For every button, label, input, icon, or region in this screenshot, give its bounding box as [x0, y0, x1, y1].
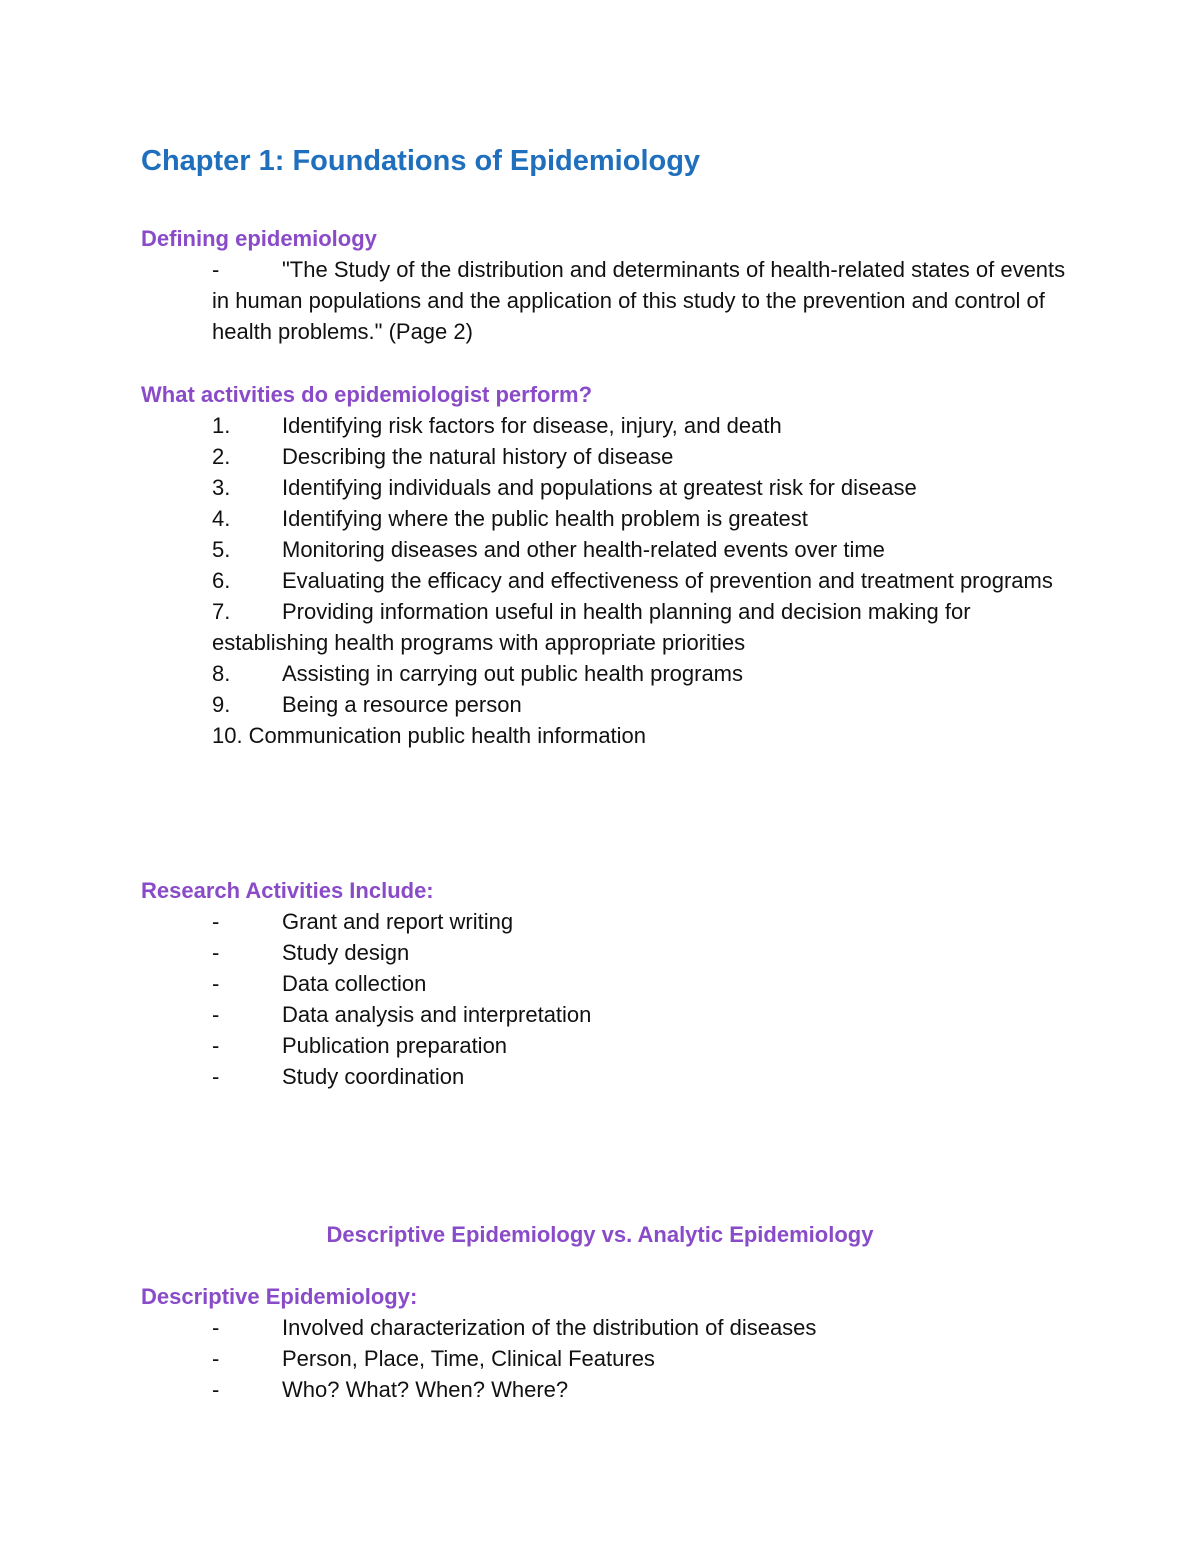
list-item: [212, 658, 1072, 689]
list-item: [212, 1312, 1072, 1343]
list-item: [212, 565, 1072, 596]
dash-marker: -: [212, 1064, 220, 1089]
list-item-text: Being a resource person: [282, 692, 522, 717]
list-item: [212, 503, 1072, 534]
list-item-text: Evaluating the efficacy and effectiveness of prevention and treatment programs: [282, 568, 1053, 593]
research-activities-list: [212, 906, 1072, 1092]
chapter-title: Chapter 1: Foundations of Epidemiology: [141, 145, 701, 177]
list-item-text: Monitoring diseases and other health-related events over time: [282, 537, 885, 562]
list-item: [212, 596, 1072, 658]
list-item: [212, 1030, 1072, 1061]
dash-marker: -: [212, 1002, 220, 1027]
list-item: [212, 1061, 1072, 1092]
list-item-text: Involved characterization of the distribution of diseases: [282, 1315, 817, 1340]
heading-activities: What activities do epidemiologist perform?: [141, 382, 593, 407]
list-item-text: Grant and report writing: [282, 909, 514, 934]
definition-item: [212, 254, 1072, 347]
heading-descriptive-epidemiology: Descriptive Epidemiology:: [141, 1284, 418, 1309]
list-item-text: Study coordination: [282, 1064, 465, 1089]
list-item: [212, 1343, 1072, 1374]
dash-marker: -: [212, 257, 220, 282]
number-marker: 1.: [212, 413, 231, 438]
definition-list: [212, 254, 1072, 347]
heading-defining-epidemiology: Defining epidemiology: [141, 226, 377, 251]
list-item-text: Person, Place, Time, Clinical Features: [282, 1346, 655, 1371]
dash-marker: -: [212, 971, 220, 996]
list-item-text: Assisting in carrying out public health programs: [282, 661, 744, 686]
list-item: [212, 1374, 1072, 1405]
list-item-text: Identifying individuals and populations at greatest risk for disease: [282, 475, 917, 500]
number-marker: 9.: [212, 692, 231, 717]
list-item-text: Data collection: [282, 971, 427, 996]
list-item: [212, 906, 1072, 937]
dash-marker: -: [212, 940, 220, 965]
list-item: [212, 689, 1072, 720]
list-item-text: Describing the natural history of disease: [282, 444, 674, 469]
list-item: [212, 720, 1072, 751]
number-marker: 3.: [212, 475, 231, 500]
list-item: [212, 472, 1072, 503]
list-item-text: Identifying where the public health problem is greatest: [282, 506, 808, 531]
list-item: [212, 999, 1072, 1030]
number-marker: 2.: [212, 444, 231, 469]
number-marker: 6.: [212, 568, 231, 593]
heading-descriptive-vs-analytic: Descriptive Epidemiology vs. Analytic Epidemiology: [326, 1222, 874, 1247]
dash-marker: -: [212, 909, 220, 934]
list-item: [212, 534, 1072, 565]
number-marker: 4.: [212, 506, 231, 531]
list-item: [212, 968, 1072, 999]
list-item-text: Data analysis and interpretation: [282, 1002, 592, 1027]
number-marker: 5.: [212, 537, 231, 562]
list-item: [212, 410, 1072, 441]
list-item-text: Who? What? When? Where?: [282, 1377, 569, 1402]
number-marker: 10.: [212, 723, 243, 748]
dash-marker: -: [212, 1315, 220, 1340]
dash-marker: -: [212, 1033, 220, 1058]
heading-research-activities: Research Activities Include:: [141, 878, 434, 903]
activities-list: [212, 410, 1072, 751]
definition-text: "The Study of the distribution and determinants of health-related states of events in human populations and the application of this study to the prevention and control of health problems." (Page 2): [212, 257, 1066, 344]
dash-marker: -: [212, 1346, 220, 1371]
list-item: [212, 937, 1072, 968]
list-item-text: Providing information useful in health planning and decision making for establishing health programs with appropriate priorities: [212, 599, 971, 655]
number-marker: 8.: [212, 661, 231, 686]
number-marker: 7.: [212, 599, 231, 624]
list-item-text: Identifying risk factors for disease, injury, and death: [282, 413, 782, 438]
list-item-text: Publication preparation: [282, 1033, 508, 1058]
dash-marker: -: [212, 1377, 220, 1402]
list-item-text: Study design: [282, 940, 410, 965]
descriptive-epidemiology-list: [212, 1312, 1072, 1405]
list-item-text: Communication public health information: [248, 723, 647, 748]
list-item: [212, 441, 1072, 472]
